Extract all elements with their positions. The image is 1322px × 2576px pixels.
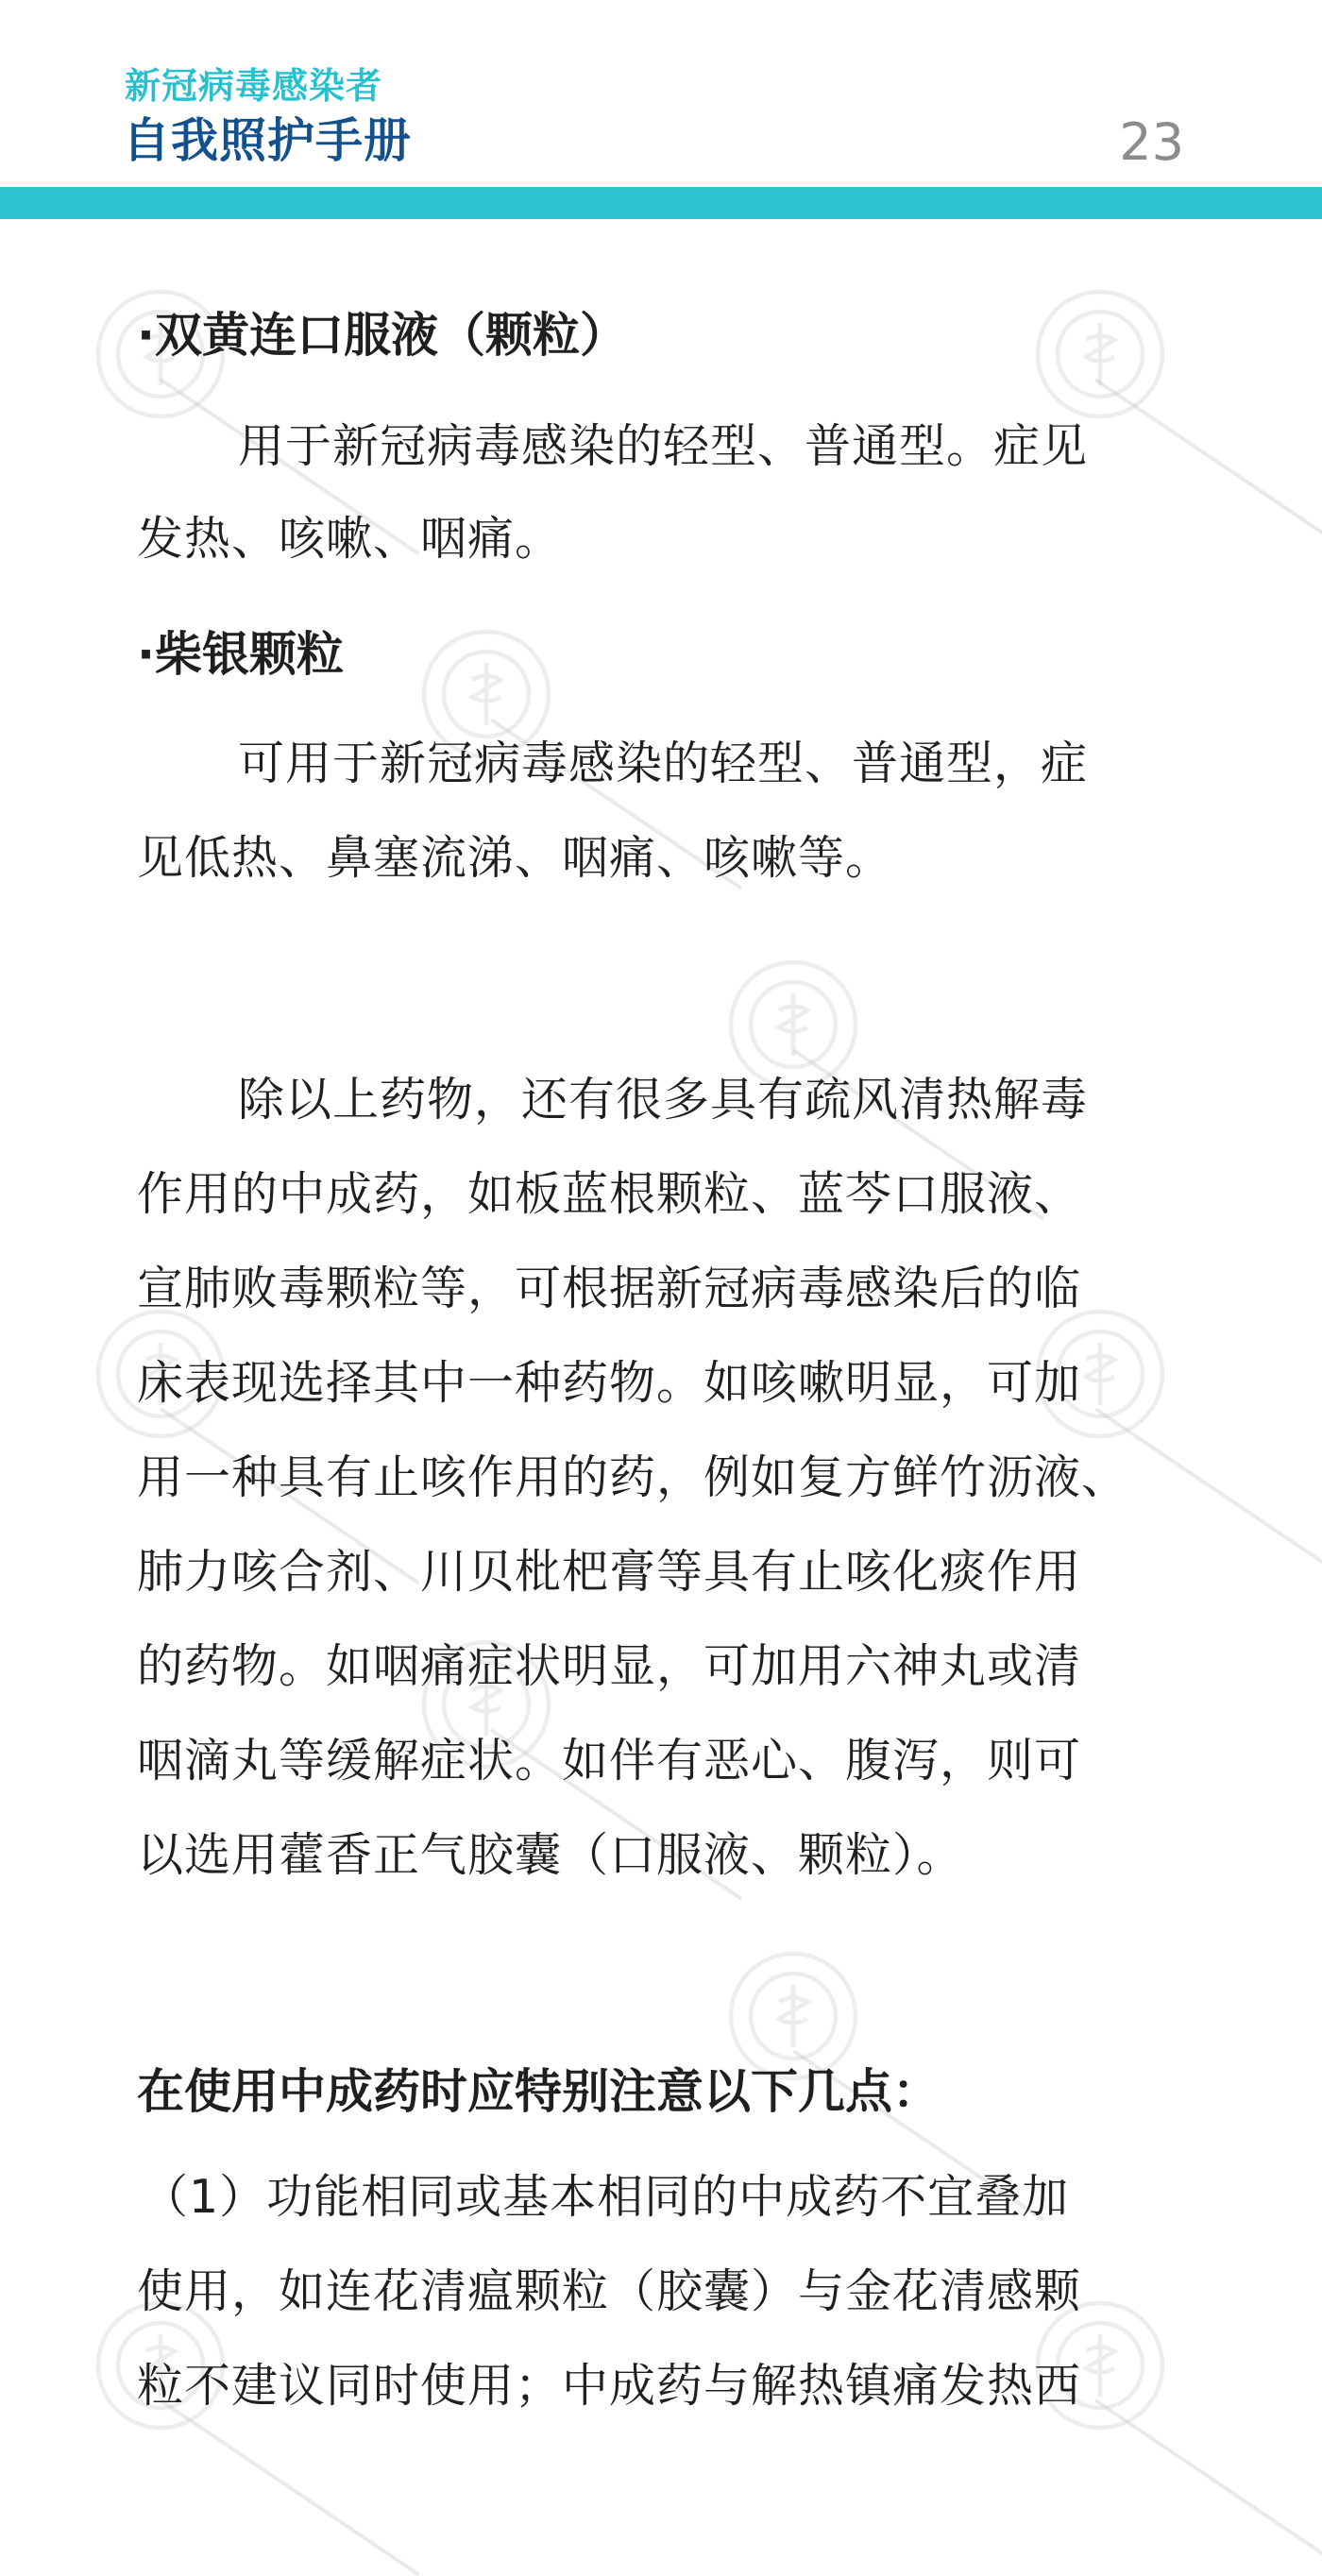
body-line: 床表现选择其中一种药物。如咳嗽明显，可加 (137, 1356, 1082, 1410)
body-line: 除以上药物，还有很多具有疏风清热解毒 (238, 1073, 1089, 1127)
body-line: 发热、咳嗽、咽痛。 (137, 512, 563, 566)
body-line: 作用的中成药，如板蓝根颗粒、蓝芩口服液、 (137, 1167, 1082, 1221)
body-line: （1）功能相同或基本相同的中成药不宜叠加 (142, 2170, 1070, 2224)
body-line: 用于新冠病毒感染的轻型、普通型。症见 (238, 419, 1089, 473)
body-line: 用一种具有止咳作用的药，例如复方鲜竹沥液、 (137, 1450, 1129, 1504)
body-line: 见低热、鼻塞流涕、咽痛、咳嗽等。 (137, 831, 893, 885)
body-line: 宣肺败毒颗粒等，可根据新冠病毒感染后的临 (137, 1262, 1082, 1315)
book-title: 自我照护手册 (123, 113, 412, 168)
series-title: 新冠病毒感染者 (125, 65, 383, 107)
body-line: 粒不建议同时使用；中成药与解热镇痛发热西 (137, 2359, 1082, 2413)
body-line: 使用，如连花清瘟颗粒（胶囊）与金花清感颗 (137, 2264, 1082, 2318)
section-heading-chaiyin: ·柴银颗粒 (137, 627, 344, 682)
body-line: 肺力咳合剂、川贝枇杷膏等具有止咳化痰作用 (137, 1545, 1082, 1599)
section-heading-shuanghuanglian: ·双黄连口服液（颗粒） (137, 308, 627, 363)
body-line: 以选用藿香正气胶囊（口服液、颗粒）。 (137, 1828, 964, 1882)
page-number: 23 (1119, 112, 1184, 172)
body-line: 咽滴丸等缓解症状。如伴有恶心、腹泻，则可 (137, 1734, 1082, 1788)
body-line: 的药物。如咽痛症状明显，可加用六神丸或清 (137, 1639, 1082, 1693)
body-line: 可用于新冠病毒感染的轻型、普通型，症 (238, 737, 1089, 790)
section-heading-cautions: 在使用中成药时应特别注意以下几点： (137, 2064, 940, 2119)
